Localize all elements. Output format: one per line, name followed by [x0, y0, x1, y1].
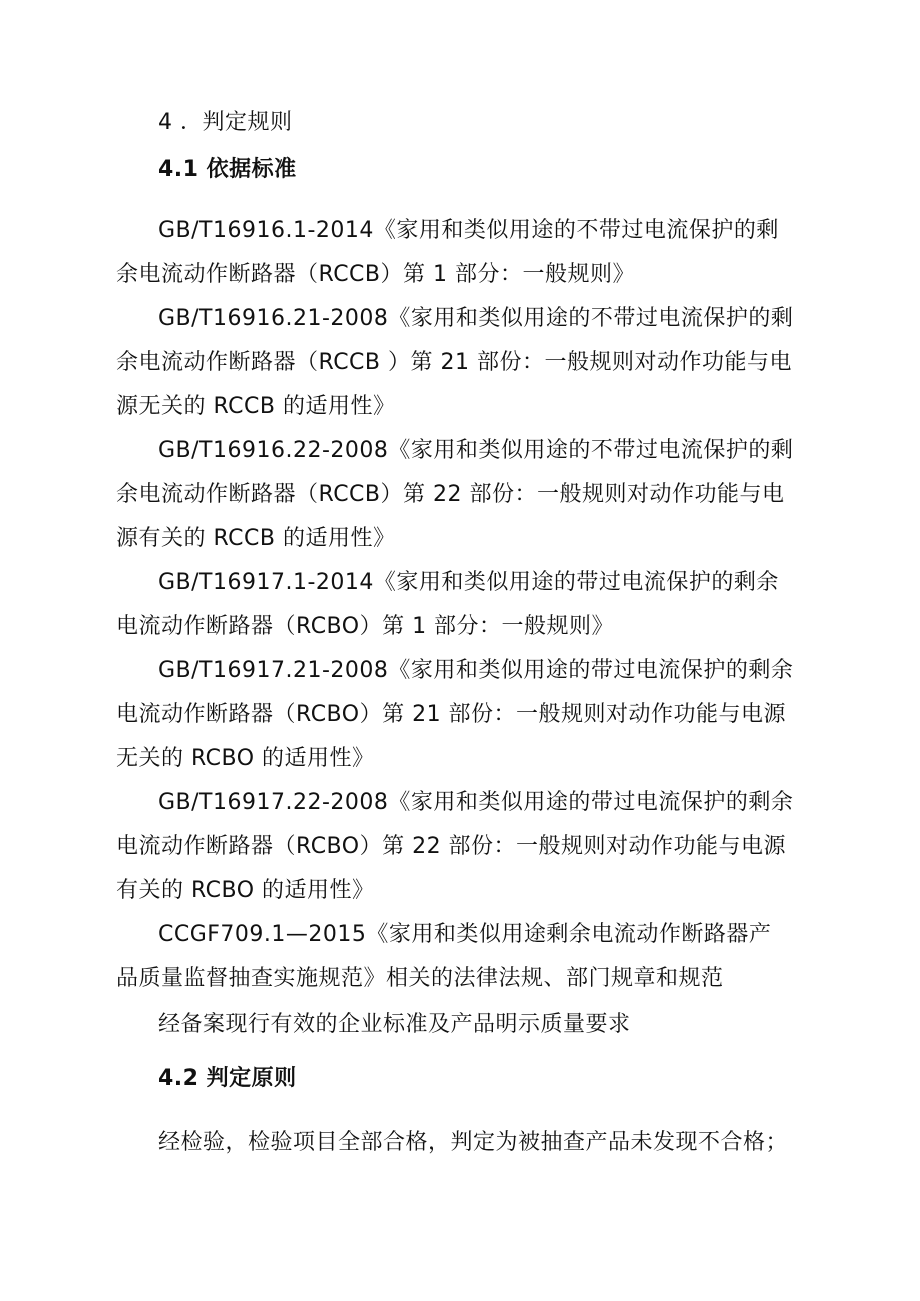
standard-1-line-2: 余电流动作断路器（RCCB）第 1 部分：一般规则》 — [116, 262, 635, 287]
standard-6-line-1: GB/T16917.22-2008《家用和类似用途的带过电流保护的剩余 — [158, 790, 794, 815]
standard-7-line-1: CCGF709.1—2015《家用和类似用途剩余电流动作断路器产 — [158, 922, 772, 947]
standard-5-line-3: 无关的 RCBO 的适用性》 — [116, 746, 375, 771]
standard-7-line-2: 品质量监督抽查实施规范》相关的法律法规、部门规章和规范 — [116, 966, 724, 991]
standard-5-line-2: 电流动作断路器（RCBO）第 21 部份：一般规则对动作功能与电源 — [116, 702, 787, 727]
standard-1-line-1: GB/T16916.1-2014《家用和类似用途的不带过电流保护的剩 — [158, 218, 779, 243]
standard-4-line-2: 电流动作断路器（RCBO）第 1 部分：一般规则》 — [116, 614, 615, 639]
standard-3-line-1: GB/T16916.22-2008《家用和类似用途的不带过电流保护的剩 — [158, 438, 794, 463]
standard-6-line-3: 有关的 RCBO 的适用性》 — [116, 878, 375, 903]
section-4-1-heading: 4.1 依据标准 — [158, 157, 297, 182]
section-4-2-heading: 4.2 判定原则 — [158, 1066, 297, 1091]
standard-6-line-2: 电流动作断路器（RCBO）第 22 部份：一般规则对动作功能与电源 — [116, 834, 787, 859]
standard-2-line-1: GB/T16916.21-2008《家用和类似用途的不带过电流保护的剩 — [158, 306, 794, 331]
standard-2-line-2: 余电流动作断路器（RCCB ）第 21 部份：一般规则对动作功能与电 — [116, 350, 792, 375]
standard-3-line-3: 源有关的 RCCB 的适用性》 — [116, 526, 396, 551]
standard-4-line-1: GB/T16917.1-2014《家用和类似用途的带过电流保护的剩余 — [158, 570, 779, 595]
standard-5-line-1: GB/T16917.21-2008《家用和类似用途的带过电流保护的剩余 — [158, 658, 794, 683]
standard-3-line-2: 余电流动作断路器（RCCB）第 22 部份：一般规则对动作功能与电 — [116, 482, 785, 507]
standard-2-line-3: 源无关的 RCCB 的适用性》 — [116, 394, 396, 419]
section-4-2-text: 经检验，检验项目全部合格，判定为被抽查产品未发现不合格； — [158, 1130, 789, 1155]
section-4-heading: 4 ．判定规则 — [158, 110, 293, 135]
standard-8-line-1: 经备案现行有效的企业标准及产品明示质量要求 — [158, 1012, 631, 1037]
